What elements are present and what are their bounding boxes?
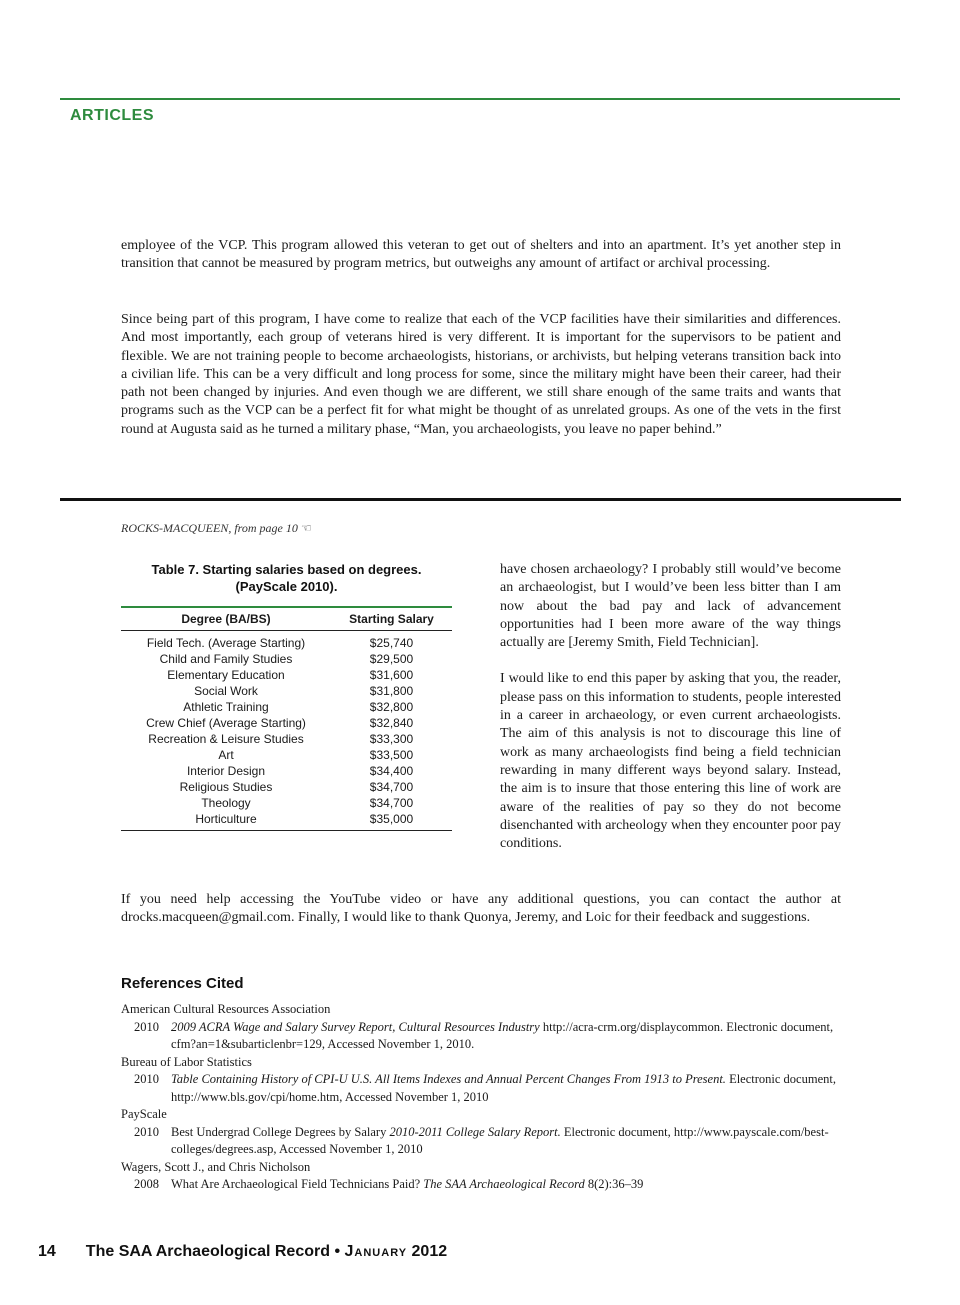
salary-cell: $31,600 bbox=[369, 668, 414, 682]
reference-year: 2010 bbox=[134, 1124, 159, 1139]
closing-paragraph: If you need help accessing the YouTube video or have any additional questions, you can contact the author at drocks.macqueen@gmail.com. Finally, I would like to thank Quonya, Jeremy, and Loic for their feedback and suggestions. bbox=[121, 892, 841, 926]
table-row bbox=[121, 667, 452, 683]
reference-author: American Cultural Resources Association bbox=[121, 1002, 331, 1016]
right-paragraph-2: I would like to end this paper by asking that you, the reader, please pass on this information to students, people interested in a career in archaeology, or even current archaeologists. The aim of this analysis is not to discourage this line of work as many archaeologists find being a field technician rewarding in many different ways beyond salary. Instead, the aim is to insure that those entering this line of work are aware of the realities of pay so they do not become disenchanted with archeology when they encounter poor pay conditions. bbox=[500, 671, 841, 852]
reference-details: Electronic document, http://www.bls.gov/cpi/home.htm, Accessed November 1, 2010 bbox=[171, 1072, 836, 1104]
table-header-row bbox=[121, 608, 452, 630]
salary-cell: $34,400 bbox=[369, 764, 414, 778]
reference-author: PayScale bbox=[121, 1107, 167, 1121]
header-rule bbox=[60, 98, 900, 100]
salary-cell: $29,500 bbox=[369, 652, 414, 666]
publication-title: The SAA Archaeological Record bbox=[85, 1243, 330, 1260]
reference-entry bbox=[134, 1071, 841, 1106]
degree-cell: Athletic Training bbox=[183, 700, 269, 714]
salary-table bbox=[121, 561, 452, 831]
reference-text: What Are Archaeological Field Technicians Paid? bbox=[171, 1177, 424, 1191]
reference-details: Electronic document, http://www.payscale.com/best-colleges/degrees.asp, Accessed November 1, 2010 bbox=[171, 1124, 829, 1156]
degree-cell: Art bbox=[218, 748, 234, 762]
column-header-degree: Degree (BA/BS) bbox=[181, 612, 271, 626]
page-number: 14 bbox=[38, 1243, 56, 1260]
continuation-label: ROCKS-MACQUEEN, from page 10 bbox=[121, 521, 298, 535]
reference-details: 8(2):36–39 bbox=[584, 1177, 644, 1191]
reference-year: 2010 bbox=[134, 1072, 159, 1086]
degree-cell: Recreation & Leisure Studies bbox=[148, 732, 304, 746]
reference-author: Bureau of Labor Statistics bbox=[121, 1054, 252, 1069]
salary-cell: $31,800 bbox=[369, 684, 414, 698]
reference-title: The SAA Archaeological Record bbox=[423, 1177, 585, 1191]
table-caption bbox=[121, 561, 452, 595]
reference-entry bbox=[134, 1124, 841, 1159]
right-paragraph-1: have chosen archaeology? I probably still would’ve become an archaeologist, but I would’ve been less bitter than I am now about the bad pay and lack of advancement opportunities had I been more aware of the way things actually are [Jeremy Smith, Field Technician]. bbox=[500, 562, 841, 651]
table-body bbox=[121, 631, 452, 830]
degree-cell: Interior Design bbox=[186, 764, 266, 778]
references-title: References Cited bbox=[121, 975, 244, 992]
table-row bbox=[121, 763, 452, 779]
reference-entry bbox=[134, 1019, 841, 1054]
pointing-hand-icon: ☜ bbox=[300, 521, 312, 535]
table-row bbox=[121, 683, 452, 699]
reference-year: 2010 bbox=[134, 1019, 159, 1034]
footer-month: January bbox=[344, 1243, 408, 1260]
reference-title: 2009 ACRA Wage and Salary Survey Report, Cultural Resources Industry bbox=[171, 1019, 540, 1034]
table-bottom-rule bbox=[121, 830, 452, 831]
reference-entry bbox=[134, 1176, 841, 1194]
page-footer bbox=[38, 1243, 447, 1261]
degree-cell: Field Tech. (Average Starting) bbox=[146, 636, 306, 650]
reference-text: Best Undergrad College Degrees by Salary bbox=[171, 1124, 390, 1139]
continuation-note bbox=[121, 521, 312, 536]
table-row bbox=[121, 811, 452, 827]
reference-title: 2010-2011 College Salary Report. bbox=[389, 1124, 561, 1139]
section-divider bbox=[60, 498, 901, 501]
salary-cell: $34,700 bbox=[369, 796, 414, 810]
footer-separator: • bbox=[334, 1243, 341, 1260]
column-header-salary: Starting Salary bbox=[349, 612, 434, 626]
table-row bbox=[121, 715, 452, 731]
references-list bbox=[121, 1001, 841, 1194]
table-caption-line-2: (PayScale 2010). bbox=[235, 579, 338, 594]
table-row bbox=[121, 731, 452, 747]
table-row bbox=[121, 795, 452, 811]
reference-year: 2008 bbox=[134, 1177, 159, 1191]
table-row bbox=[121, 747, 452, 763]
table-row bbox=[121, 779, 452, 795]
section-label: ARTICLES bbox=[70, 107, 154, 124]
degree-cell: Crew Chief (Average Starting) bbox=[146, 716, 306, 730]
degree-cell: Elementary Education bbox=[167, 668, 285, 682]
table-row bbox=[121, 651, 452, 667]
reference-author: Wagers, Scott J., and Chris Nicholson bbox=[121, 1159, 311, 1174]
reference-details: http://acra-crm.org/displaycommon. Electronic document, cfm?an=1&subarticlenbr=129, Accessed November 1, 2010. bbox=[171, 1019, 834, 1051]
degree-cell: Child and Family Studies bbox=[159, 652, 293, 666]
body-paragraph-1: employee of the VCP. This program allowed this veteran to get out of shelters and into an apartment. It’s yet another step in transition that cannot be measured by program metrics, but outweighs any amount of artifact or archival processing. bbox=[121, 238, 841, 272]
salary-cell: $25,740 bbox=[369, 636, 414, 650]
table-caption-line-1: Table 7. Starting salaries based on degrees. bbox=[151, 562, 422, 577]
salary-cell: $32,840 bbox=[369, 716, 414, 730]
degree-cell: Religious Studies bbox=[179, 780, 273, 794]
salary-cell: $32,800 bbox=[369, 700, 414, 714]
salary-cell: $33,500 bbox=[369, 748, 414, 762]
salary-cell: $33,300 bbox=[369, 732, 414, 746]
table-row bbox=[121, 635, 452, 651]
reference-title: Table Containing History of CPI-U U.S. All Items Indexes and Annual Percent Changes From 1913 to Present. bbox=[171, 1072, 726, 1086]
body-paragraph-2: Since being part of this program, I have come to realize that each of the VCP facilities have their similarities and differences. And most importantly, each group of veterans hired is very different. It is important for the supervisors to be patient and flexible. We are not training people to become archaeologists, historians, or archivists, but helping veterans transition back into a civilian life. This can be a very difficult and long process for some, since the military might have been their career, had their path not been changed by injuries. And even though we are different, we still share enough of the same traits and wants that programs such as the VCP can be a perfect fit for what might be thought of as unrelated groups. As one of the vets in the first round at Augusta said as he turned a military phase, “Man, you archaeologists, you leave no paper behind.” bbox=[121, 312, 841, 437]
footer-year: 2012 bbox=[411, 1243, 448, 1260]
degree-cell: Horticulture bbox=[195, 812, 257, 826]
degree-cell: Social Work bbox=[194, 684, 258, 698]
table-row bbox=[121, 699, 452, 715]
salary-cell: $35,000 bbox=[369, 812, 414, 826]
degree-cell: Theology bbox=[201, 796, 251, 810]
salary-cell: $34,700 bbox=[369, 780, 414, 794]
right-column bbox=[500, 561, 841, 853]
